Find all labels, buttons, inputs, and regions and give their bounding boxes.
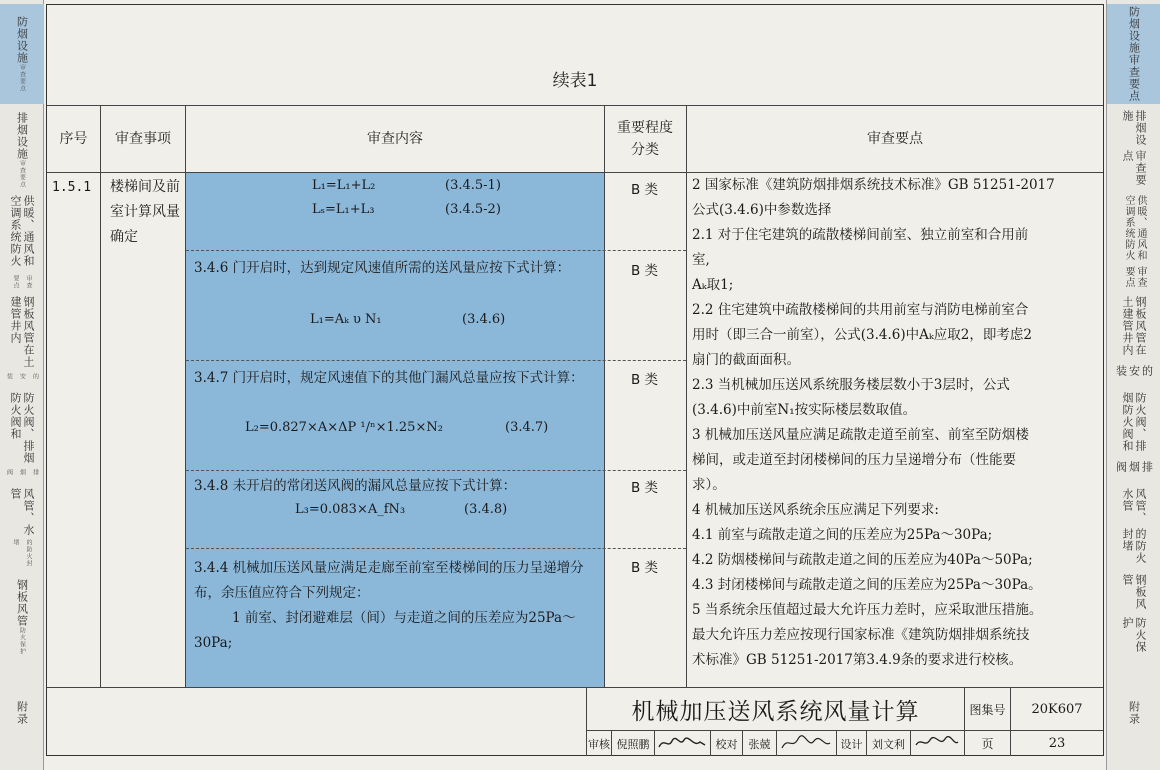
- header-content: 审查内容: [367, 130, 423, 147]
- right-tab-strip: [1106, 0, 1160, 770]
- right-tab-sub: 审查要点: [1121, 150, 1147, 186]
- points-line: 4.2 防烟楼梯间与疏散走道之间的压差应为40Pa～50Pa;: [692, 552, 1033, 568]
- row-item: 楼梯间及前室计算风量确定: [110, 179, 180, 245]
- left-tab-smoke-prevention[interactable]: [0, 4, 44, 104]
- formula-3-4-5-1: L₁=L₁+L₂: [312, 178, 376, 193]
- right-tab-label: 供暖、通风和空调系统防火: [1123, 195, 1146, 261]
- atlas-label: 图集号: [969, 702, 1006, 717]
- header-points: 审查要点: [867, 130, 923, 147]
- formula-3-4-8: L₃=0.083×A_fN₃: [295, 502, 406, 517]
- formula-ref: (3.4.7): [505, 420, 549, 435]
- clause-3-4-8: 3.4.8 未开启的常闭送风阀的漏风总量应按下式计算：: [194, 478, 517, 494]
- formula-ref: (3.4.8): [464, 502, 508, 517]
- formula-ref: (3.4.6): [462, 312, 506, 327]
- right-tab-hvac[interactable]: [1107, 195, 1160, 290]
- right-tab-smoke-exhaust[interactable]: [1107, 110, 1160, 190]
- header-item: 审查事项: [115, 130, 171, 147]
- points-line: 2 国家标准《建筑防烟排烟系统技术标准》GB 51251-2017: [692, 177, 1055, 193]
- points-line: Aₖ取1;: [692, 277, 734, 293]
- check-name: 张兢: [748, 737, 771, 751]
- points-line: (3.4.6)中前室N₁按实际楼层数取值。: [692, 402, 917, 418]
- points-line: 4 机械加压送风系统余压应满足下列要求:: [692, 502, 939, 518]
- design-label: 设计: [840, 737, 863, 751]
- right-tab-fire-sealing[interactable]: [1107, 488, 1160, 568]
- review-name: 倪照鹏: [616, 737, 650, 751]
- formula-ref: (3.4.5-2): [445, 202, 501, 217]
- formula-3-4-7: L₂=0.827×A×ΔP ¹/ⁿ×1.25×N₂: [245, 420, 443, 435]
- left-tab-smoke-exhaust[interactable]: [0, 110, 44, 190]
- points-line: 2.1 对于住宅建筑的疏散楼梯间前室、独立前室和合用前: [692, 227, 1029, 243]
- row-seq: 1.5.1: [52, 180, 92, 195]
- col-rule-3: [604, 105, 605, 687]
- left-tab-label: 排烟设施: [15, 112, 29, 160]
- left-tab-label: 供暖、通风和空调系统防火: [9, 195, 35, 267]
- right-tab-sub: 的防火封堵: [1121, 528, 1147, 564]
- points-line: 公式(3.4.6)中参数选择: [692, 202, 832, 218]
- points-line: 室,: [692, 252, 710, 268]
- left-tab-label: 钢板风管: [15, 578, 29, 627]
- formula-3-4-5-2: Lₛ=L₁+L₃: [312, 202, 375, 217]
- left-tab-strip: [0, 0, 44, 770]
- table-title: 续表1: [552, 71, 598, 91]
- check-label: 校对: [715, 737, 738, 751]
- right-tab-sub: 审查要点: [1127, 54, 1141, 102]
- review-label: 审核: [588, 737, 610, 751]
- level-badge: B 类: [631, 182, 659, 198]
- points-line: 4.3 封闭楼梯间与疏散走道之间的压差应为25Pa～30Pa。: [692, 577, 1042, 593]
- review-points: [692, 173, 1102, 673]
- right-tab-label: 防烟设施: [1127, 6, 1141, 54]
- left-tab-sub: 排烟阀: [5, 468, 39, 476]
- left-tab-label: 附录: [15, 700, 29, 725]
- right-tab-duct-protection[interactable]: [1107, 574, 1160, 659]
- level-badge: B 类: [631, 560, 659, 576]
- left-tab-label: 钢板风管在土建管井内: [9, 296, 35, 368]
- right-tab-fire-dampers[interactable]: [1107, 392, 1160, 482]
- drawing-title: 机械加压送风系统风量计算: [631, 698, 920, 725]
- row-separator: [186, 360, 686, 361]
- header-seq: 序号: [59, 130, 88, 147]
- left-tab-duct-shaft[interactable]: [0, 296, 44, 386]
- left-tab-label: 防火阀、排烟防火阀和: [9, 392, 35, 464]
- left-tab-fire-dampers[interactable]: [0, 392, 44, 482]
- review-signature: [656, 733, 708, 753]
- points-line: 最大允许压力差应按现行国家标准《建筑防烟排烟系统技: [692, 627, 1030, 643]
- col-rule-1: [100, 105, 101, 687]
- right-tab-appendix[interactable]: [1107, 665, 1160, 760]
- page-label: 页: [981, 737, 994, 751]
- left-tab-hvac[interactable]: [0, 195, 44, 290]
- level-badge: B 类: [631, 263, 659, 279]
- right-tab-sub: 防火保护: [1121, 616, 1147, 653]
- left-tab-fire-sealing[interactable]: [0, 488, 44, 568]
- row-separator: [186, 548, 686, 549]
- atlas-number: 20K607: [1031, 701, 1083, 717]
- col-rule-4: [686, 105, 687, 687]
- header-level: 重要程度分类: [617, 119, 673, 158]
- right-tab-label: 风管、水管: [1121, 488, 1147, 524]
- left-tab-label: 风管、水管: [9, 488, 35, 536]
- points-line: 扇门的截面面积。: [692, 352, 800, 368]
- left-tab-appendix[interactable]: [0, 665, 44, 760]
- right-tab-label: 排烟设施: [1121, 110, 1147, 146]
- right-tab-label: 钢板风管在土建管井内: [1121, 296, 1147, 356]
- right-tab-sub: 审查要点: [1123, 266, 1146, 289]
- design-name: 刘文利: [872, 737, 905, 751]
- level-badge: B 类: [631, 480, 659, 496]
- points-line: 术标准》GB 51251-2017第3.4.9条的要求进行校核。: [692, 652, 1023, 668]
- right-tab-label: 附录: [1127, 700, 1141, 725]
- check-signature: [778, 733, 834, 753]
- clause-3-4-6: 3.4.6 门开启时，达到规定风速值所需的送风量应按下式计算：: [194, 260, 571, 276]
- points-line: 用时（即三合一前室），公式(3.4.6)中Aₖ应取2，即考虑2: [692, 327, 1032, 343]
- clause-3-4-4-item-1: 1 前室、封闭避难层（间）与走道之间的压差应为25Pa～30Pa;: [194, 610, 576, 651]
- left-tab-sub: 防火保护: [18, 626, 26, 655]
- left-tab-sub: 审查要点: [18, 160, 26, 188]
- left-tab-duct-protection[interactable]: [0, 574, 44, 659]
- clause-3-4-4: 3.4.4 机械加压送风量应满足走廊至前室至楼梯间的压力呈递增分布，余压值应符合下列规定：: [194, 560, 584, 601]
- right-tab-label: 钢板风管: [1121, 574, 1147, 610]
- page-number: 23: [1048, 736, 1066, 751]
- right-tab-duct-shaft[interactable]: [1107, 296, 1160, 386]
- formula-3-4-6: L₁=Aₖ υ N₁: [310, 312, 382, 327]
- design-signature: [912, 733, 962, 753]
- left-tab-sub: 审查要点: [12, 274, 32, 289]
- points-line: 求）。: [692, 477, 726, 493]
- points-line: 3 机械加压送风量应满足疏散走道至前室、前室至防烟楼: [692, 427, 1029, 443]
- right-tab-smoke-prevention[interactable]: [1107, 4, 1160, 104]
- left-tab-sub: 的安装: [5, 372, 39, 380]
- left-tab-label: 防烟设施: [15, 16, 29, 64]
- points-line: 2.2 住宅建筑中疏散楼梯间的共用前室与消防电梯前室合: [692, 302, 1029, 318]
- clause-3-4-7: 3.4.7 门开启时，规定风速值下的其他门漏风总量应按下式计算：: [194, 370, 584, 386]
- row-separator: [186, 250, 686, 251]
- points-line: 5 当系统余压值超过最大允许压力差时，应采取泄压措施。: [692, 602, 1043, 618]
- level-badge: B 类: [631, 372, 659, 388]
- sig-rule: [910, 730, 911, 756]
- points-line: 梯间，或走道至封闭楼梯间的压力呈递增分布（性能要: [692, 452, 1016, 468]
- points-line: 4.1 前室与疏散走道之间的压差应为25Pa～30Pa;: [692, 527, 993, 543]
- sig-rule: [776, 730, 777, 756]
- right-tab-sub: 排烟阀: [1114, 461, 1154, 474]
- points-line: 2.3 当机械加压送风系统服务楼层数小于3层时，公式: [692, 377, 1010, 393]
- col-rule-2: [185, 105, 186, 687]
- sig-rule: [654, 730, 655, 756]
- left-tab-sub: 的防火封堵: [12, 538, 32, 567]
- left-tab-sub: 审查要点: [18, 64, 26, 92]
- right-tab-label: 防火阀、排烟防火阀和: [1121, 392, 1147, 452]
- formula-ref: (3.4.5-1): [445, 178, 501, 193]
- right-tab-sub: 的安装: [1114, 365, 1154, 378]
- row-separator: [186, 470, 686, 471]
